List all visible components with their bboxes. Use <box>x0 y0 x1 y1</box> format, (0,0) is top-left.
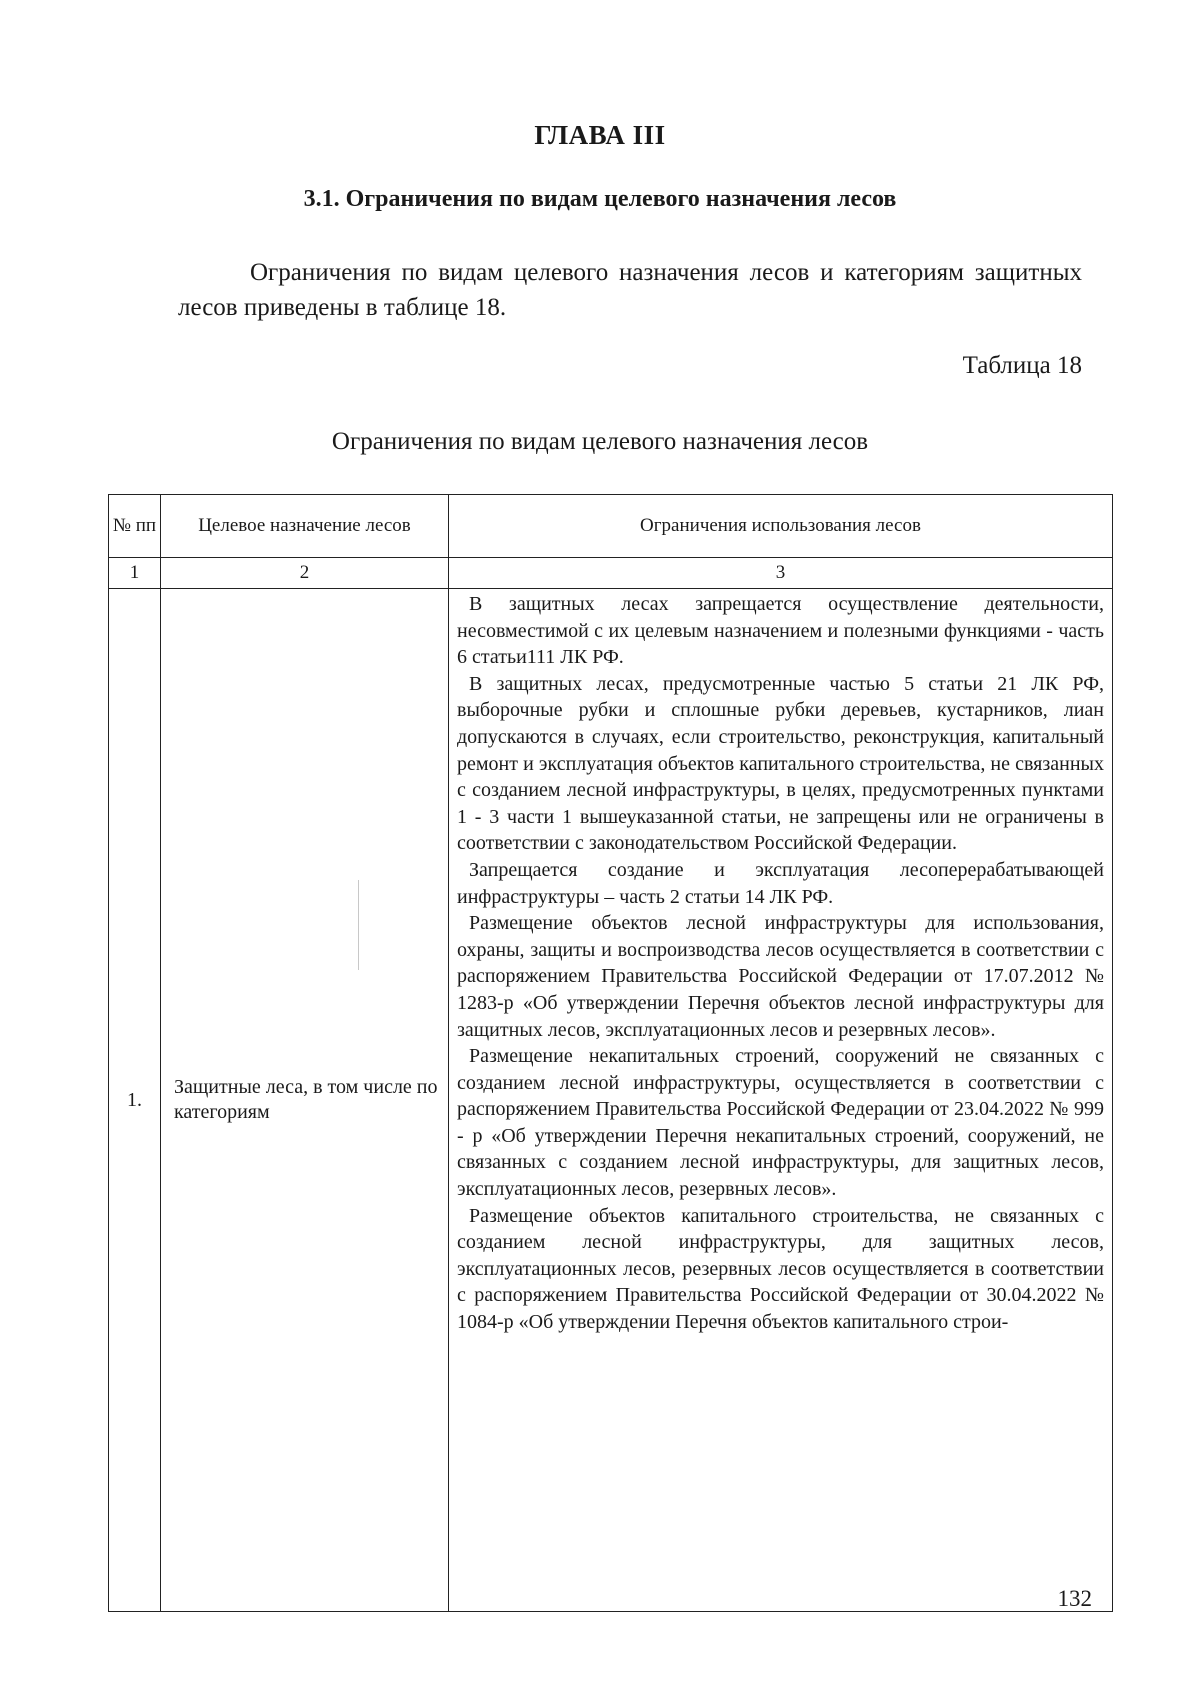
chapter-title: ГЛАВА III <box>534 120 666 150</box>
row-number: 1. <box>109 589 161 1612</box>
limits-paragraph: В защитных лесах, предусмотренные частью 5 статьи 21 ЛК РФ, выборочные рубки и сплошные рубки деревьев, кустарников, лиан допускаются в случаях, если строительство, реконструкция, капитальный ремонт и эксплуатация объектов капитального строительства, не связанных с созданием лесной инфраструктуры, в целях, предусмотренных пунктами 1 - 3 части 1 вышеуказанной статьи, не запрещены или не ограничены в соответствии с законодательством Российской Федерации. <box>457 672 1104 855</box>
header-limits: Ограничения использования лесов <box>449 495 1113 558</box>
header-number: № пп <box>109 495 161 558</box>
row-purpose: Защитные леса, в том числе по категориям <box>161 589 449 1612</box>
column-number-3: 3 <box>449 558 1113 589</box>
limits-paragraph: Размещение объектов капитального строительства, не связанных с созданием лесной инфраструктуры, для защитных лесов, эксплуатационных лесов, резервных лесов осуществляется в соответствии с распоряжением Правительства Российской Федерации от 30.04.2022 № 1084-р «Об утверждении Перечня объектов капитального строи- <box>457 1204 1104 1334</box>
limits-paragraph: В защитных лесах запрещается осуществление деятельности, несовместимой с их целевым назначением и полезными функциями - часть 6 статьи111 ЛК РФ. <box>457 593 1104 669</box>
restrictions-table <box>108 494 1113 1612</box>
section-title: 3.1. Ограничения по видам целевого назначения лесов <box>303 186 897 212</box>
column-number-1: 1 <box>109 558 161 589</box>
page-number: 132 <box>1057 1586 1092 1611</box>
table-label: Таблица 18 <box>962 352 1082 379</box>
header-purpose: Целевое назначение лесов <box>161 495 449 558</box>
table-row <box>109 589 1113 1612</box>
limits-paragraph: Запрещается создание и эксплуатация лесоперерабатывающей инфраструктуры – часть 2 статьи 14 ЛК РФ. <box>457 858 1104 908</box>
limits-paragraph: Размещение объектов лесной инфраструктуры для использования, охраны, защиты и воспроизводства лесов осуществляется в соответствии с распоряжением Правительства Российской Федерации от 17.07.2012 № 1283-р «Об утверждении Перечня объектов лесной инфраструктуры для защитных лесов, эксплуатационных лесов и резервных лесов». <box>457 912 1104 1041</box>
column-number-row <box>109 558 1113 589</box>
row-limits <box>449 589 1113 1612</box>
intro-paragraph: Ограничения по видам целевого назначения лесов и категориям защитных лесов приведены в таблице 18. <box>178 259 1082 321</box>
table-header-row <box>109 495 1113 558</box>
limits-paragraph: Размещение некапитальных строений, сооружений не связанных с созданием лесной инфраструктуры, осуществляется в соответствии с распоряжением Правительства Российской Федерации от 23.04.2022 № 999 - р «Об утверждении Перечня некапитальных строений, сооружений, не связанных с созданием лесной инфраструктуры, для защитных лесов, эксплуатационных лесов, резервных лесов». <box>457 1045 1104 1201</box>
table-caption: Ограничения по видам целевого назначения лесов <box>331 428 869 455</box>
scan-artifact <box>358 880 359 970</box>
column-number-2: 2 <box>161 558 449 589</box>
